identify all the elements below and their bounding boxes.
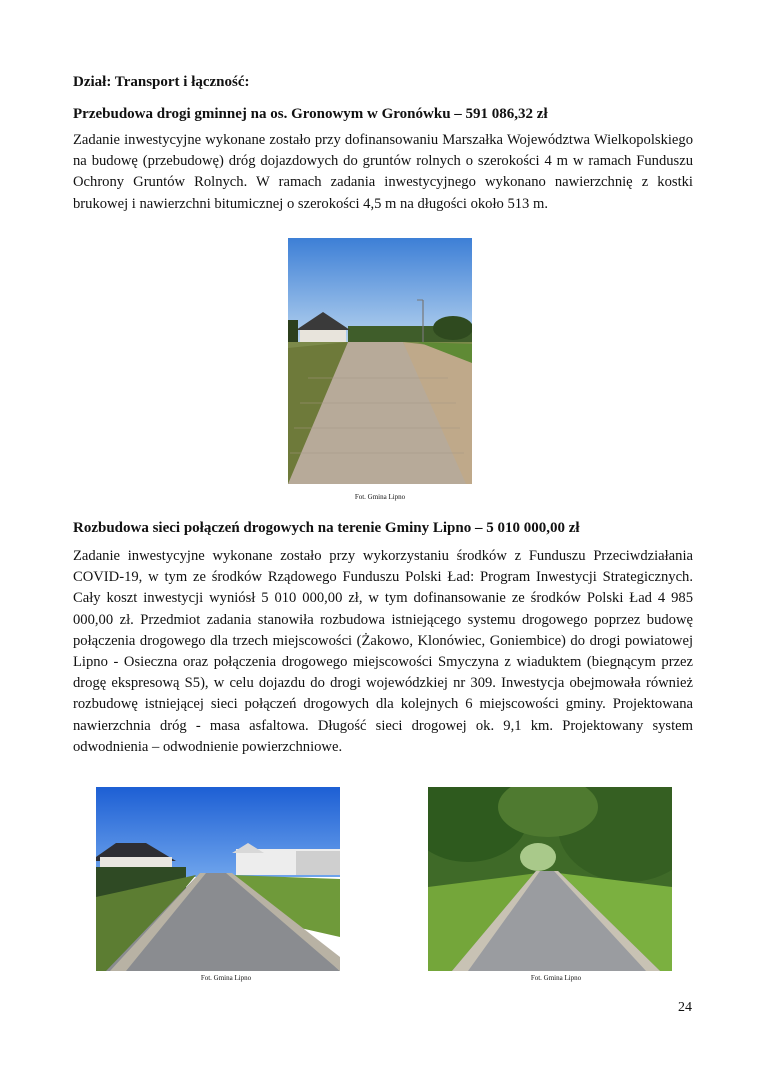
project2-heading: Rozbudowa sieci połączeń drogowych na terenie Gminy Lipno – 5 010 000,00 zł bbox=[73, 520, 580, 536]
project1-paragraph: Zadanie inwestycyjne wykonane zostało przy dofinansowaniu Marszałka Województwa Wielkopolskiego na budowę (przebudowę) dróg dojazdowych do gruntów rolnych o szerokości 4 m w ramach Funduszu Ochrony Gruntów Rolnych. W ramach zadania inwestycyjnego wykonano nawierzchnię z kostki brukowej i nawierzchni bitumicznej o szerokości 4,5 m na długości około 513 m. bbox=[73, 132, 693, 212]
paved-road-photo bbox=[288, 238, 472, 484]
asphalt-road-houses-photo bbox=[96, 787, 340, 971]
page-number: 24 bbox=[678, 1000, 692, 1015]
photo1-caption: Fot. Gmina Lipno bbox=[354, 493, 406, 501]
project1-heading: Przebudowa drogi gminnej na os. Gronowym w Gronówku – 591 086,32 zł bbox=[73, 106, 548, 122]
project2-paragraph: Zadanie inwestycyjne wykonane zostało przy wykorzystaniu środków z Funduszu Przeciwdziałania COVID-19, w tym ze środków Rządowego Funduszu Polski Ład: Program Inwestycji Strategicznych. Cały koszt inwestycji wyniósł 5 010 000,00 zł, w tym dofinansowanie ze środków Polski Ład 4 985 000,00 zł. Przedmiot zadania stanowiła rozbudowa istniejącego systemu drogowego poprzez budowę połączenia drogowego dla trzech miejscowości (Żakowo, Klonówiec, Goniembice) do drogi powiatowej Lipno - Osieczna oraz połączenia drogowego miejscowości Smyczyna z wiaduktem (biegnącym przez drogę ekspresową S5), w celu dojazdu do drogi wojewódzkiej nr 309. Inwestycja obejmowała również rozbudowę istniejącej sieci połączeń drogowych dla kolejnych 6 miejscowości gminy. Projektowana nawierzchnia dróg - masa asfaltowa. Długość sieci drogowej ok. 9,1 km. Projektowany system odwodnienia – odwodnienie powierzchniowe. bbox=[73, 548, 693, 755]
photo2-left-caption: Fot. Gmina Lipno bbox=[200, 974, 252, 982]
photo2-right-caption: Fot. Gmina Lipno bbox=[530, 974, 582, 982]
asphalt-road-forest-photo bbox=[428, 787, 672, 971]
section-title: Dział: Transport i łączność: bbox=[73, 74, 250, 90]
